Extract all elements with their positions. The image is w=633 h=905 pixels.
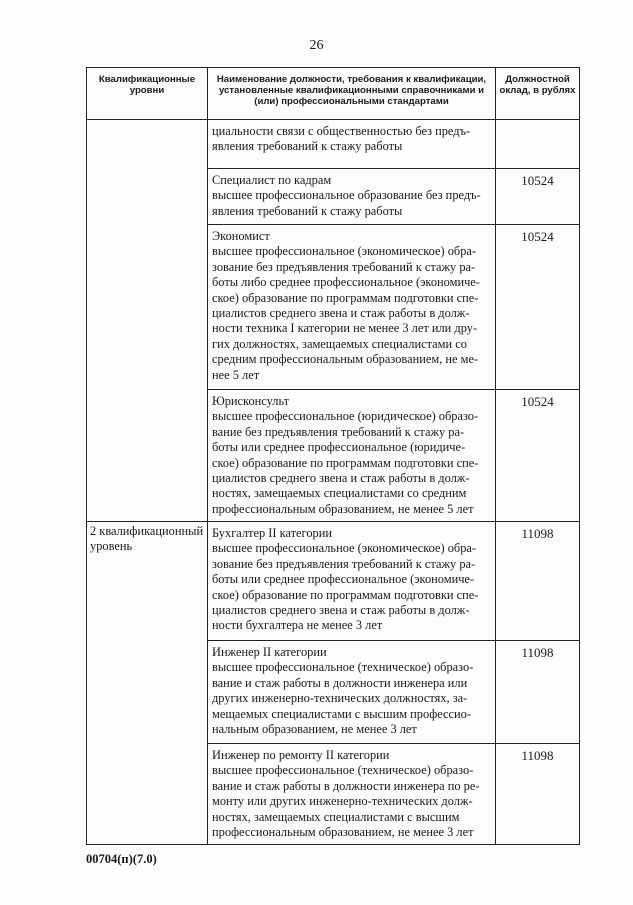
salary-cell: 10524 bbox=[496, 225, 580, 390]
requirement-line: вание без предъявления требований к стажу ра- bbox=[212, 424, 465, 439]
requirement-line: гих должностях, замещаемых специалистами со bbox=[212, 336, 467, 351]
position-requirements-cell bbox=[208, 225, 496, 390]
requirement-line: нее 5 лет bbox=[212, 367, 260, 382]
qualification-salary-table bbox=[86, 67, 580, 845]
position-requirements-cell bbox=[208, 744, 496, 845]
qualification-level-text: уровень bbox=[90, 539, 133, 554]
requirement-line: ности бухгалтера не менее 3 лет bbox=[212, 618, 383, 633]
requirement-line: вание и стаж работы в должности инженера по ре- bbox=[212, 778, 480, 793]
requirement-line: ности техника I категории не менее 3 лет или дру- bbox=[212, 321, 478, 336]
requirement-line: вание и стаж работы в должности инженера или bbox=[212, 675, 468, 690]
salary-cell: 11098 bbox=[496, 522, 580, 641]
requirement-line: ское) образование по программам подготовки спе- bbox=[212, 587, 479, 602]
requirement-line: профессиональным образованием, не менее 5 лет bbox=[212, 501, 474, 516]
requirement-line: средним профессиональным образованием, не ме- bbox=[212, 352, 479, 367]
requirement-line: боты или среднее профессиональное (экономиче- bbox=[212, 572, 475, 587]
qualification-level-text: 2 квалификационный bbox=[90, 524, 204, 538]
salary-cell: 11098 bbox=[496, 641, 580, 744]
position-requirements-cell bbox=[208, 390, 496, 522]
position-title: Бухгалтер II категории bbox=[212, 526, 332, 540]
table-header-row bbox=[87, 68, 580, 120]
requirement-line: явления требований к стажу работы bbox=[212, 139, 403, 154]
requirement-line: ностях, замещаемых специалистами со средним bbox=[212, 486, 467, 501]
salary-cell: 10524 bbox=[496, 390, 580, 522]
requirement-line: высшее профессиональное образование без предъ- bbox=[212, 188, 481, 203]
position-title: Инженер II категории bbox=[212, 645, 327, 659]
requirement-line: циалистов среднего звена и стаж работы в долж- bbox=[212, 471, 470, 486]
requirement-line: высшее профессиональное (экономическое) обра- bbox=[212, 541, 477, 556]
requirement-line: высшее профессиональное (юридическое) образо- bbox=[212, 409, 479, 424]
requirement-line: боты или среднее профессиональное (юридиче- bbox=[212, 440, 466, 455]
requirement-line: мещаемых специалистами с высшим профессио- bbox=[212, 706, 471, 721]
requirement-line: высшее профессиональное (экономическое) обра- bbox=[212, 244, 477, 259]
requirement-line: циалистов среднего звена и стаж работы в долж- bbox=[212, 603, 470, 618]
position-requirements-cell bbox=[208, 641, 496, 744]
position-title: Экономист bbox=[212, 229, 270, 243]
table-row bbox=[87, 120, 580, 169]
table-row bbox=[87, 522, 580, 641]
page-number: 26 bbox=[309, 38, 324, 53]
requirement-line: монту или других инженерно-технических долж- bbox=[212, 794, 473, 809]
header-salary: Должностной оклад, в рублях bbox=[496, 68, 580, 120]
requirement-line: ское) образование по программам подготовки спе- bbox=[212, 455, 479, 470]
position-title: Инженер по ремонту II категории bbox=[212, 748, 390, 762]
requirement-line: циальности связи с общественностью без предъ- bbox=[212, 124, 471, 138]
requirement-line: высшее профессиональное (техническое) образо- bbox=[212, 763, 474, 778]
position-requirements-cell bbox=[208, 120, 496, 169]
requirement-line: других инженерно-технических должностях, за- bbox=[212, 691, 468, 706]
header-qualification-levels: Квалификационные уровни bbox=[87, 68, 208, 120]
position-title: Юрисконсульт bbox=[212, 394, 290, 408]
qualification-level-cell bbox=[87, 120, 208, 522]
requirement-line: циалистов среднего звена и стаж работы в долж- bbox=[212, 306, 470, 321]
position-requirements-cell bbox=[208, 169, 496, 225]
salary-cell bbox=[496, 120, 580, 169]
document-code: 00704(п)(7.0) bbox=[86, 852, 157, 866]
requirement-line: нальным образованием, не менее 3 лет bbox=[212, 722, 417, 737]
requirement-line: зование без предъявления требований к стажу ра- bbox=[212, 556, 476, 571]
salary-cell: 10524 bbox=[496, 169, 580, 225]
requirement-line: профессиональным образованием, не менее 3 лет bbox=[212, 825, 474, 840]
header-position-requirements: Наименование должности, требования к квалификации, установленные квалификационными справочниками и (или) профессиональными стандартами bbox=[208, 68, 496, 120]
salary-cell: 11098 bbox=[496, 744, 580, 845]
requirement-line: явления требований к стажу работы bbox=[212, 203, 403, 218]
requirement-line: боты либо среднее профессиональное (экономиче- bbox=[212, 275, 480, 290]
position-requirements-cell bbox=[208, 522, 496, 641]
requirement-line: зование без предъявления требований к стажу ра- bbox=[212, 259, 476, 274]
requirement-line: ское) образование по программам подготовки спе- bbox=[212, 290, 479, 305]
qualification-level-cell bbox=[87, 522, 208, 845]
requirement-line: высшее профессиональное (техническое) образо- bbox=[212, 660, 474, 675]
position-title: Специалист по кадрам bbox=[212, 173, 332, 187]
requirement-line: ностях, замещаемых специалистами с высшим bbox=[212, 809, 460, 824]
